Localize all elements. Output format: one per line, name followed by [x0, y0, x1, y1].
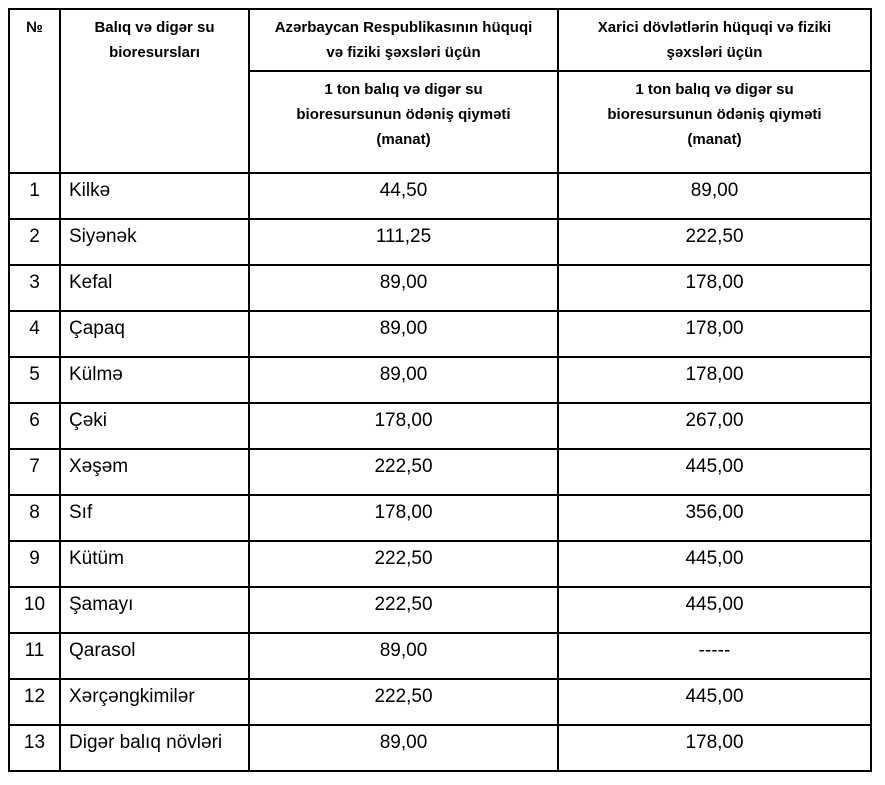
- column-header-number: №: [9, 9, 60, 173]
- fish-name-cell: Xəşəm: [60, 449, 249, 495]
- domestic-price-cell: 222,50: [249, 679, 558, 725]
- row-number-cell: 8: [9, 495, 60, 541]
- subheader-line: 1 ton balıq və digər su: [324, 81, 483, 98]
- table-row: [9, 357, 871, 403]
- row-number-cell: 12: [9, 679, 60, 725]
- domestic-price-cell: 89,00: [249, 265, 558, 311]
- subheader-line: (manat): [687, 131, 742, 148]
- foreign-price-cell: 445,00: [558, 679, 871, 725]
- subheader-price-foreign: [558, 71, 871, 173]
- fish-name-cell: Kefal: [60, 265, 249, 311]
- row-number-cell: 11: [9, 633, 60, 679]
- fish-name-cell: Kütüm: [60, 541, 249, 587]
- fish-name-cell: Siyənək: [60, 219, 249, 265]
- domestic-price-cell: 89,00: [249, 357, 558, 403]
- foreign-price-cell: 178,00: [558, 265, 871, 311]
- subheader-line: (manat): [376, 131, 431, 148]
- domestic-price-cell: 222,50: [249, 541, 558, 587]
- fish-name-cell: Qarasol: [60, 633, 249, 679]
- foreign-price-cell: 178,00: [558, 357, 871, 403]
- table-row: [9, 541, 871, 587]
- table-row: [9, 265, 871, 311]
- foreign-price-cell: 445,00: [558, 541, 871, 587]
- table-row: [9, 495, 871, 541]
- header-line: bioresursları: [109, 44, 200, 61]
- bioresource-price-table: [8, 8, 872, 772]
- table-row: [9, 725, 871, 771]
- header-line: Balıq və digər su: [94, 19, 215, 36]
- foreign-price-cell: 89,00: [558, 173, 871, 219]
- foreign-price-cell: 222,50: [558, 219, 871, 265]
- table-row: [9, 311, 871, 357]
- domestic-price-cell: 44,50: [249, 173, 558, 219]
- subheader-line: 1 ton balıq və digər su: [635, 81, 794, 98]
- fish-name-cell: Sıf: [60, 495, 249, 541]
- table-row: [9, 633, 871, 679]
- header-line: Xarici dövlətlərin hüquqi və fiziki: [597, 19, 832, 36]
- domestic-price-cell: 178,00: [249, 495, 558, 541]
- fish-name-cell: Çəki: [60, 403, 249, 449]
- fish-name-cell: Digər balıq növləri: [60, 725, 249, 771]
- domestic-price-cell: 178,00: [249, 403, 558, 449]
- table-body: [9, 173, 871, 771]
- header-line: Azərbaycan Respublikasının hüquqi: [274, 19, 533, 36]
- fish-name-cell: Xərçəngkimilər: [60, 679, 249, 725]
- foreign-price-cell: 178,00: [558, 725, 871, 771]
- row-number-cell: 7: [9, 449, 60, 495]
- foreign-price-cell: 178,00: [558, 311, 871, 357]
- table-row: [9, 403, 871, 449]
- domestic-price-cell: 89,00: [249, 311, 558, 357]
- domestic-price-cell: 89,00: [249, 633, 558, 679]
- subheader-price-domestic: [249, 71, 558, 173]
- table-row: [9, 449, 871, 495]
- row-number-cell: 3: [9, 265, 60, 311]
- table-row: [9, 173, 871, 219]
- row-number-cell: 10: [9, 587, 60, 633]
- row-number-cell: 9: [9, 541, 60, 587]
- row-number-cell: 2: [9, 219, 60, 265]
- row-number-cell: 5: [9, 357, 60, 403]
- column-header-fish-name: [60, 9, 249, 173]
- fish-name-cell: Şamayı: [60, 587, 249, 633]
- fish-name-cell: Çapaq: [60, 311, 249, 357]
- table-header: [9, 9, 871, 173]
- subheader-line: bioresursunun ödəniş qiyməti: [607, 106, 822, 123]
- column-header-domestic-persons: [249, 9, 558, 71]
- foreign-price-cell: 445,00: [558, 449, 871, 495]
- fish-name-cell: Külmə: [60, 357, 249, 403]
- table-row: [9, 219, 871, 265]
- fish-name-cell: Kilkə: [60, 173, 249, 219]
- row-number-cell: 13: [9, 725, 60, 771]
- foreign-price-cell: 445,00: [558, 587, 871, 633]
- row-number-cell: 4: [9, 311, 60, 357]
- foreign-price-cell: 267,00: [558, 403, 871, 449]
- row-number-cell: 1: [9, 173, 60, 219]
- header-row-top: [9, 9, 871, 71]
- header-line: və fiziki şəxsləri üçün: [326, 44, 481, 61]
- domestic-price-cell: 222,50: [249, 587, 558, 633]
- header-line: şəxsləri üçün: [666, 44, 763, 61]
- row-number-cell: 6: [9, 403, 60, 449]
- foreign-price-cell: -----: [558, 633, 871, 679]
- column-header-foreign-persons: [558, 9, 871, 71]
- domestic-price-cell: 111,25: [249, 219, 558, 265]
- table-row: [9, 587, 871, 633]
- table-row: [9, 679, 871, 725]
- subheader-line: bioresursunun ödəniş qiyməti: [296, 106, 511, 123]
- domestic-price-cell: 89,00: [249, 725, 558, 771]
- foreign-price-cell: 356,00: [558, 495, 871, 541]
- domestic-price-cell: 222,50: [249, 449, 558, 495]
